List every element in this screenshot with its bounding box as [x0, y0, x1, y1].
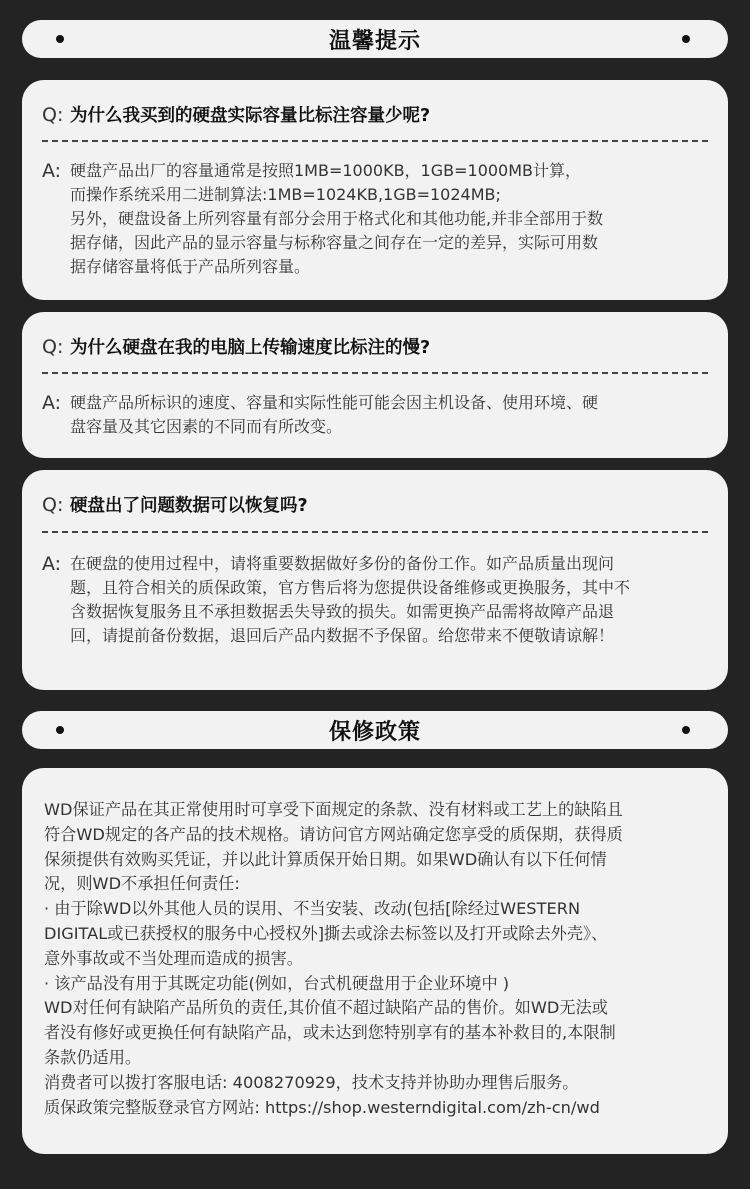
answer-line: 含数据恢复服务且不承担数据丢失导致的损失。如需更换产品需将故障产品退: [70, 602, 615, 621]
faq-answer: [42, 552, 708, 648]
warranty-line: 况，则WD不承担任何责任:: [44, 874, 240, 894]
warranty-line: WD保证产品在其正常使用时可享受下面规定的条款、没有材料或工艺上的缺陷且: [44, 800, 623, 819]
website-line: 质保政策完整版登录官方网站: https://shop.westerndigital.com/zh-cn/wd: [44, 1097, 600, 1117]
warranty-title: 保修政策: [328, 719, 421, 745]
q-label: Q:: [42, 103, 64, 126]
answer-line: 在硬盘的使用过程中，请将重要数据做好多份的备份工作。如产品质量出现问: [70, 554, 615, 573]
q-label: Q:: [42, 493, 64, 516]
answer-line: 回，请提前备份数据，退回后产品内数据不予保留。给您带来不便敬请谅解！: [70, 626, 615, 645]
faq-question: 为什么我买到的硬盘实际容量比标注容量少呢?: [70, 106, 431, 126]
answer-line: 另外，硬盘设备上所列容量有部分会用于格式化和其他功能,并非全部用于数: [70, 209, 604, 228]
faq-question-row: [42, 102, 708, 127]
tips-header: [22, 20, 728, 58]
warranty-header: [22, 711, 728, 749]
answer-line: 硬盘产品出厂的容量通常是按照1MB=1000KB，1GB=1000MB计算，: [70, 161, 582, 180]
faq-question: 为什么硬盘在我的电脑上传输速度比标注的慢?: [70, 338, 431, 358]
bullet-dot-icon: [56, 726, 64, 734]
answer-line: 据存储，因此产品的显示容量与标称容量之间存在一定的差异，实际可用数: [70, 233, 599, 252]
dashed-divider: [42, 372, 708, 374]
warranty-text: [44, 798, 708, 1120]
faq-question: 硬盘出了问题数据可以恢复吗?: [70, 496, 308, 516]
faq-card-3: [22, 470, 728, 690]
a-label: A:: [42, 553, 62, 575]
dashed-divider: [42, 531, 708, 533]
warranty-card: [22, 768, 728, 1154]
answer-line: 题，且符合相关的质保政策，官方售后将为您提供设备维修或更换服务，其中不: [70, 578, 631, 597]
answer-line: 盘容量及其它因素的不同而有所改变。: [70, 417, 343, 436]
bullet-dot-icon: [56, 35, 64, 43]
faq-question-row: [42, 334, 708, 359]
answer-line: 据存储容量将低于产品所列容量。: [70, 257, 311, 276]
warranty-line: 意外事故或不当处理而造成的损害。: [44, 948, 303, 968]
faq-card-1: [22, 80, 728, 300]
a-label: A:: [42, 392, 62, 414]
faq-answer: [42, 159, 708, 279]
answer-line: 而操作系统采用二进制算法:1MB=1024KB,1GB=1024MB;: [70, 185, 501, 204]
warranty-line: 符合WD规定的各产品的技术规格。请访问官方网站确定您享受的质保期，获得质: [44, 824, 623, 844]
service-phone-line: 消费者可以拨打客服电话: 4008270929，技术支持并协助办理售后服务。: [44, 1072, 579, 1092]
warranty-line: WD对任何有缺陷产品所负的责任,其价值不超过缺陷产品的售价。如WD无法或: [44, 998, 608, 1018]
faq-card-2: [22, 312, 728, 458]
bullet-dot-icon: [682, 726, 690, 734]
warranty-line: DIGITAL或已获授权的服务中心授权外]撕去或涂去标签以及打开或除去外壳》、: [44, 923, 608, 943]
warranty-bullet-line: · 该产品没有用于其既定功能(例如，台式机硬盘用于企业环境中 ): [44, 973, 510, 993]
faq-question-row: [42, 492, 708, 517]
answer-line: 硬盘产品所标识的速度、容量和实际性能可能会因主机设备、使用环境、硬: [70, 393, 599, 412]
a-label: A:: [42, 160, 62, 182]
warranty-line: 保须提供有效购买凭证，并以此计算质保开始日期。如果WD确认有以下任何情: [44, 849, 607, 869]
faq-answer: [42, 391, 708, 439]
tips-title: 温馨提示: [328, 28, 421, 54]
bullet-dot-icon: [682, 35, 690, 43]
warranty-line: 者没有修好或更换任何有缺陷产品，或未达到您特别享有的基本补救目的,本限制: [44, 1023, 616, 1043]
warranty-bullet-line: · 由于除WD以外其他人员的误用、不当安装、改动(包括[除经过WESTERN: [44, 899, 581, 919]
dashed-divider: [42, 140, 708, 142]
warranty-line: 条款仍适用。: [44, 1047, 142, 1067]
q-label: Q:: [42, 335, 64, 358]
